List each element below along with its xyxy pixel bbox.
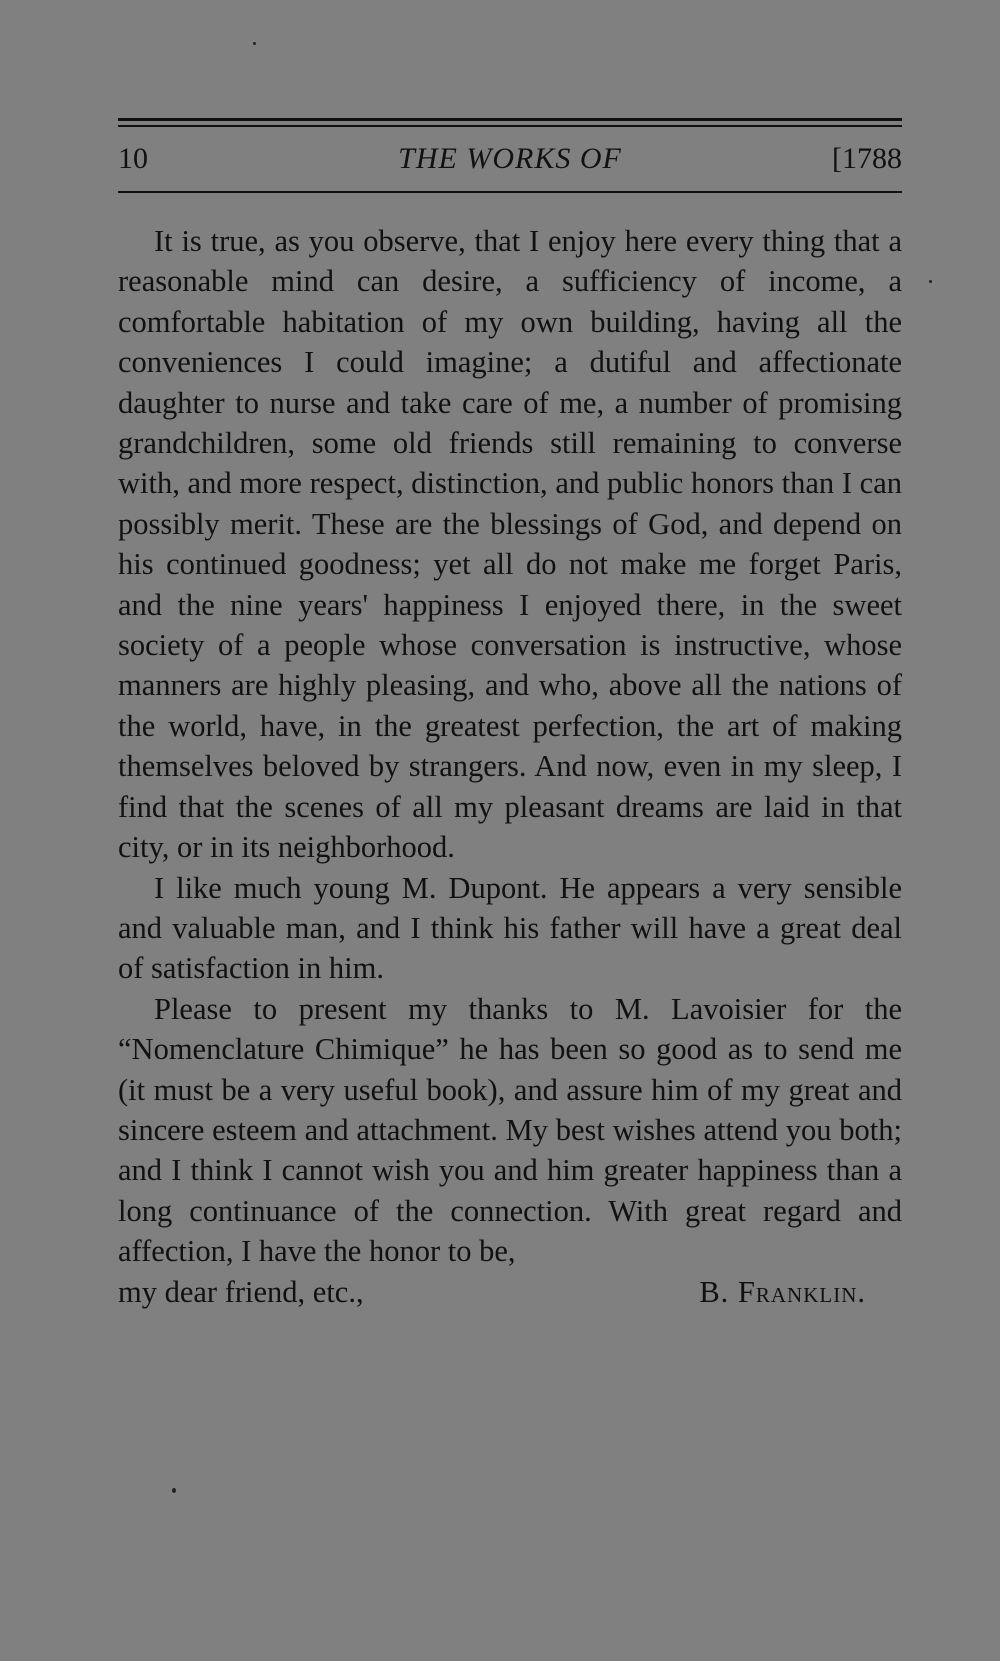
closing-salutation: my dear friend, etc., [118,1274,364,1309]
running-title: THE WORKS OF [398,142,622,175]
page-number: 10 [118,142,148,175]
header-double-rule [118,118,902,127]
running-head [118,127,902,187]
sign-off [118,1272,902,1312]
letter-body [118,221,902,1272]
speck-mark [929,280,932,283]
signature: B. Franklin. [699,1274,866,1309]
paragraph-3: Please to present my thanks to M. Lavoisier for the “Nomenclature Chimique” he has been so good as to send me (it must be a very useful book), and assure him of my great and sincere esteem and attachment. My best wishes attend you both; and I think I cannot wish you and him greater happiness than a long continuance of the connection. With great regard and affection, I have the honor to be, [118,991,902,1269]
speck-mark [172,1488,176,1493]
header-rule [118,191,902,193]
speck-mark [253,42,256,45]
paragraph-1: It is true, as you observe, that I enjoy here every thing that a reasonable mind can desire, a sufficiency of income, a comfortable habitation of my own building, having all the conveniences I could imagine; a dutiful and affectionate daughter to nurse and take care of me, a number of promising grandchildren, some old friends still remaining to converse with, and more respect, distinction, and public honors than I can possibly merit. These are the blessings of God, and depend on his continued goodness; yet all do not make me forget Paris, and the nine years' happiness I enjoyed there, in the sweet society of a people whose conversation is instructive, whose manners are highly pleasing, and who, above all the nations of the world, have, in the greatest perfection, the art of making themselves beloved by strangers. And now, even in my sleep, I find that the scenes of all my pleasant dreams are laid in that city, or in its neighborhood. [118,224,902,865]
running-year: [1788 [832,142,902,175]
book-page [118,118,902,1312]
paragraph-2: I like much young M. Dupont. He appears a very sensible and valuable man, and I think his father will have a great deal of satisfaction in him. [118,870,902,986]
